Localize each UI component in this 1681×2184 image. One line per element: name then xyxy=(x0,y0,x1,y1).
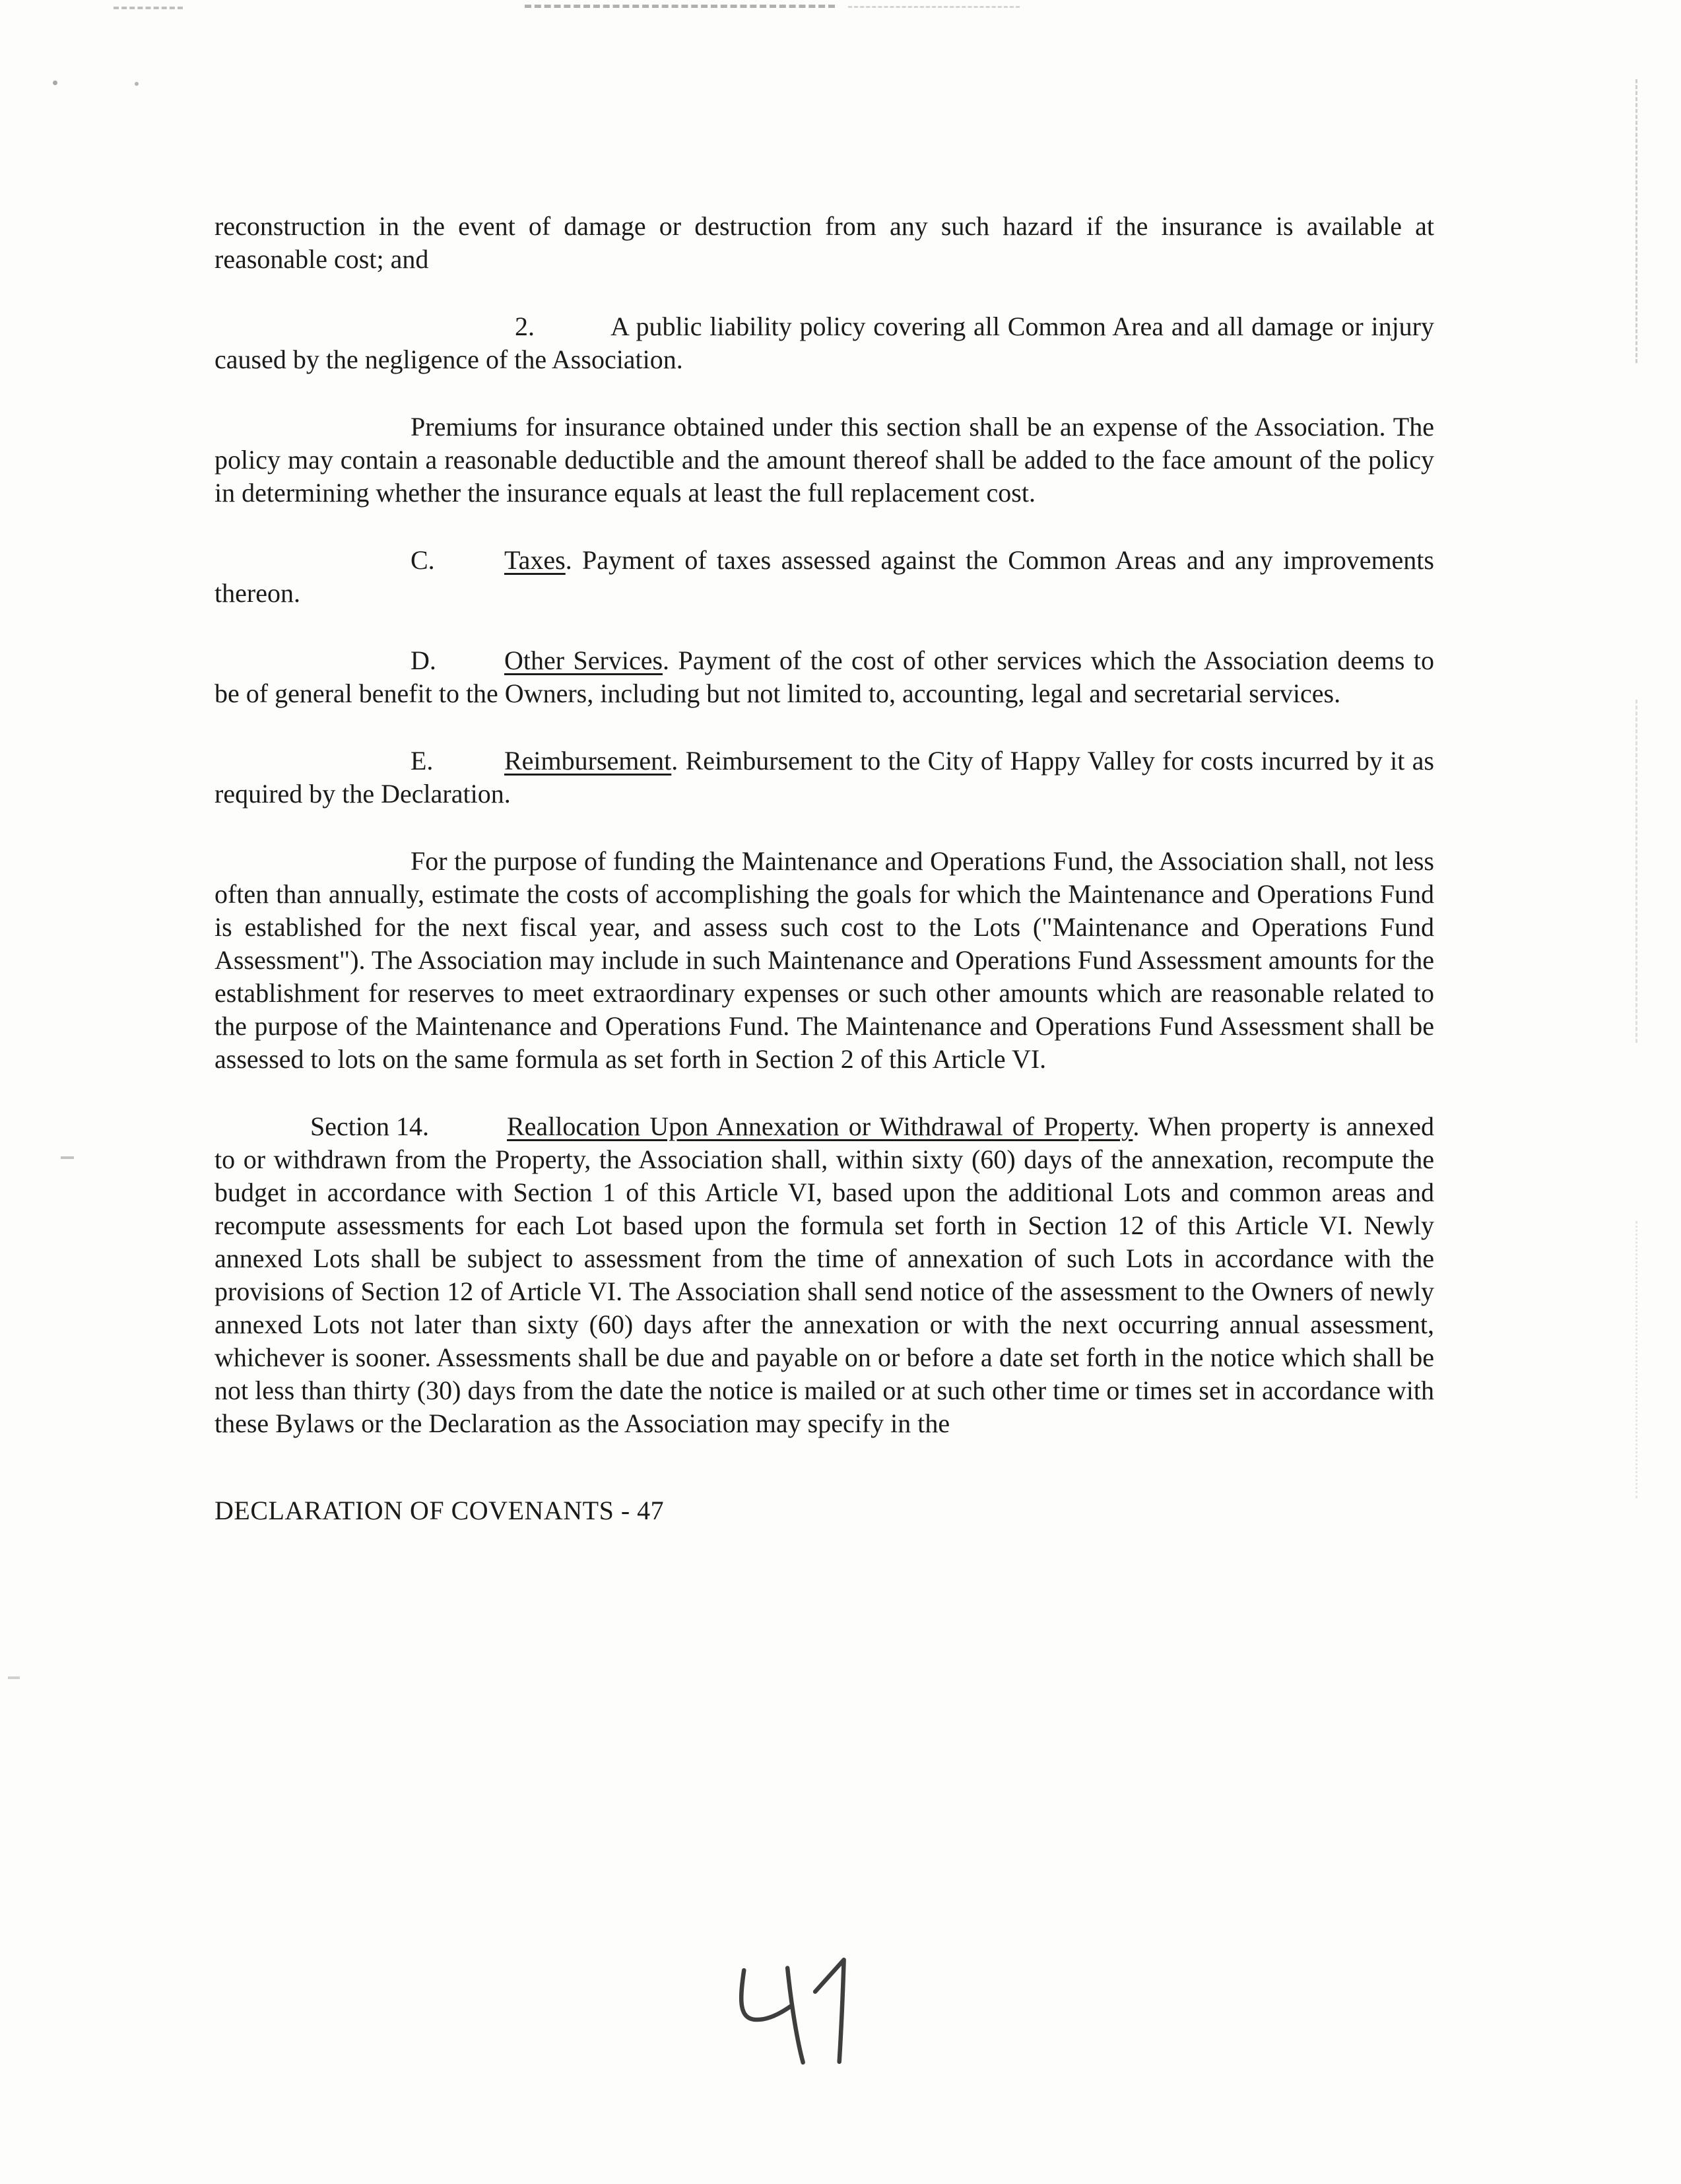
paragraph-premiums: Premiums for insurance obtained under this section shall be an expense of the Association. The policy may contain a reasonable deductible and the amount thereof shall be added to the face amount of the policy in determining whether the insurance equals at least the full replacement cost. xyxy=(214,412,1434,508)
list-item-text: . Payment of the cost of other services which the Association deems to be of general benefit to the Owners, including but not limited to, accounting, legal and secretarial services. xyxy=(214,645,1434,708)
list-item-letter: C. xyxy=(411,545,435,575)
scan-artifact-speck xyxy=(53,81,57,85)
paragraph-continuation: reconstruction in the event of damage or destruction from any such hazard if the insurance is available at reasonable cost; and xyxy=(214,211,1434,274)
page-footer: DECLARATION OF COVENANTS - 47 xyxy=(214,1496,665,1525)
scan-artifact-edge-line xyxy=(1635,1221,1637,1498)
section-14-paragraph xyxy=(214,1110,1434,1440)
list-item-heading: Taxes xyxy=(504,545,566,575)
document-body xyxy=(214,210,1434,1527)
list-item-letter: E. xyxy=(411,746,434,776)
section-number: Section 14. xyxy=(310,1111,429,1141)
list-item-2 xyxy=(214,310,1434,376)
list-item-heading: Reimbursement xyxy=(504,746,672,776)
scan-artifact-speck xyxy=(135,82,139,86)
list-item-d-other-services xyxy=(214,644,1434,710)
list-item-text: . Payment of taxes assessed against the Common Areas and any improvements thereon. xyxy=(214,545,1434,608)
paragraph-maintenance-fund: For the purpose of funding the Maintenance and Operations Fund, the Association shall, not less often than annually, estimate the costs of accomplishing the goals for which the Maintenance and Operations Fund is established for the next fiscal year, and assess such cost to the Lots ("Maintenance and Operations Fund Assessment"). The Association may include in such Maintenance and Operations Fund Assessment amounts for the establishment for reserves to meet extraordinary expenses or such other amounts which are reasonable related to the purpose of the Maintenance and Operations Fund. The Maintenance and Operations Fund Assessment shall be assessed to lots on the same formula as set forth in Section 2 of this Article VI. xyxy=(214,846,1434,1074)
scan-artifact-speck xyxy=(61,1156,74,1159)
list-item-letter: D. xyxy=(411,645,436,675)
handwritten-digits-drawing xyxy=(713,1946,884,2087)
scan-artifact-edge-line xyxy=(1635,700,1637,1043)
scan-artifact-dash xyxy=(525,5,835,8)
section-text: . When property is annexed to or withdrawn from the Property, the Association shall, within sixty (60) days of the annexation, recompute the budget in accordance with Section 1 of this Article VI, based upon the additional Lots and common areas and recompute assessments for each Lot based upon the formula set forth in Section 12 of this Article VI. Newly annexed Lots shall be subject to assessment from the time of annexation of such Lots in accordance with the provisions of Section 12 of Article VI. The Association shall send notice of the assessment to the Owners of newly annexed Lots not later than sixty (60) days after the annexation or with the next occurring annual assessment, whichever is sooner. Assessments shall be due and payable on or before a date set forth in the notice which shall be not less than thirty (30) days from the date the notice is mailed or at such other time or times set in accordance with these Bylaws or the Declaration as the Association may specify in the xyxy=(214,1111,1435,1438)
list-item-e-reimbursement xyxy=(214,745,1434,811)
list-item-text: . Reimbursement to the City of Happy Valley for costs incurred by it as required by the Declaration. xyxy=(214,746,1434,809)
list-item-text: A public liability policy covering all Common Area and all damage or injury caused by the negligence of the Association. xyxy=(214,312,1434,374)
handwritten-page-number xyxy=(713,1946,884,2087)
list-item-c-taxes xyxy=(214,544,1434,610)
scan-artifact-speck xyxy=(8,1676,20,1679)
list-item-number: 2. xyxy=(515,312,535,341)
section-heading: Reallocation Upon Annexation or Withdrawal of Property xyxy=(507,1111,1133,1141)
scan-artifact-dash xyxy=(114,7,183,9)
scan-artifact-dash xyxy=(848,6,1020,8)
scan-artifact-edge-line xyxy=(1635,79,1637,363)
list-item-heading: Other Services xyxy=(504,645,663,675)
